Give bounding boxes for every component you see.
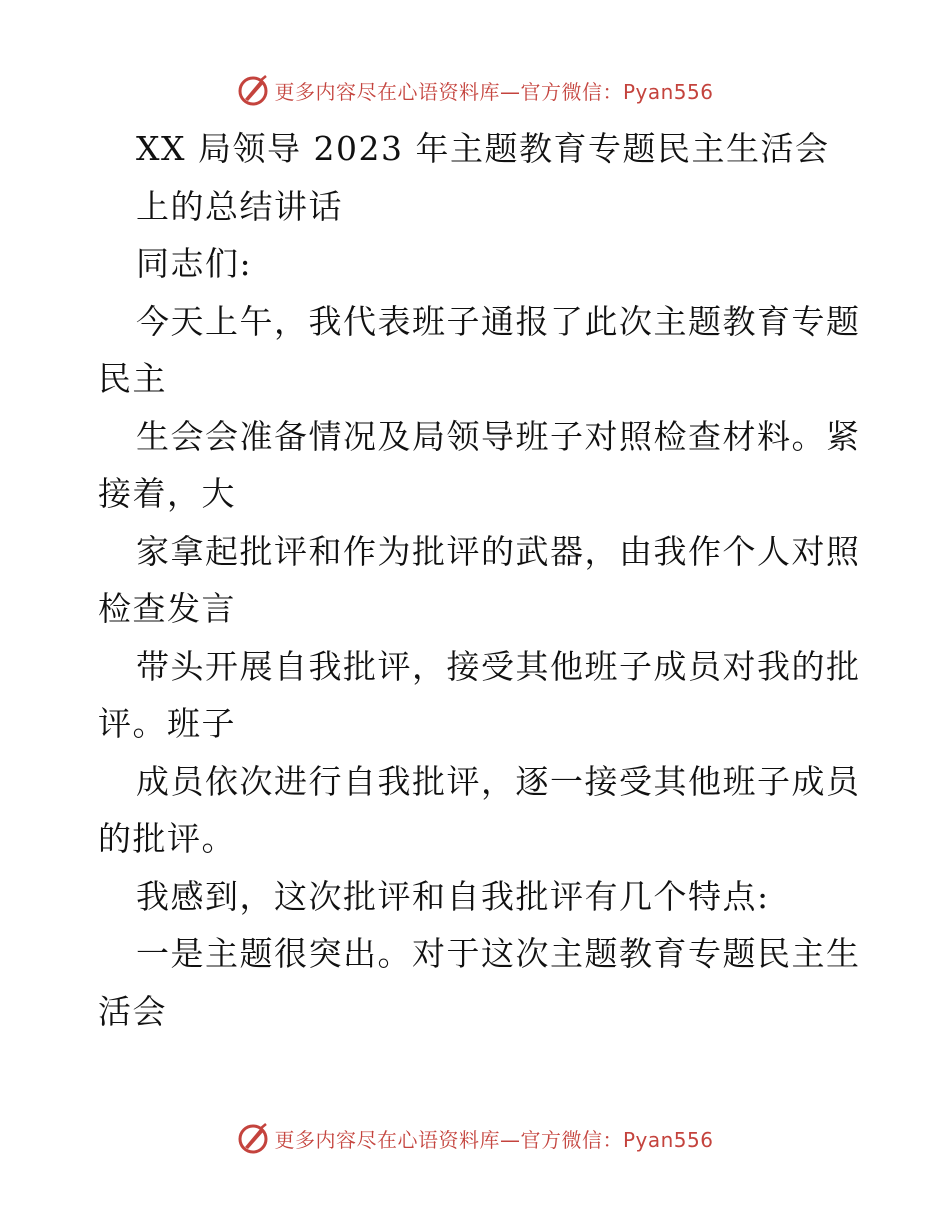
header-banner <box>0 70 950 110</box>
document-text-line: 生会会准备情况及局领导班子对照检查材料。紧 <box>136 416 861 456</box>
document-text-line: 检查发言 <box>98 589 236 628</box>
quill-pen-seal-icon <box>236 1121 270 1155</box>
document-text-line: 活会 <box>98 991 167 1031</box>
document-text-line: 民主 <box>98 359 167 398</box>
document-text-line: 评。班子 <box>98 704 236 743</box>
document-title-line: XX 局领导 2023 年主题教育专题民主生活会 <box>136 129 830 168</box>
quill-pen-seal-icon <box>236 73 270 107</box>
document-text-line: 同志们: <box>136 244 253 283</box>
document-text-line: 我感到，这次批评和自我批评有几个特点: <box>136 876 770 916</box>
document-text-line: 成员依次进行自我批评，逐一接受其他班子成员 <box>136 761 861 801</box>
document-text-line: 今天上午，我代表班子通报了此次主题教育专题 <box>136 301 861 341</box>
footer-banner <box>0 1118 950 1158</box>
document-title-line: 上的总结讲话 <box>136 186 343 226</box>
footer-banner-text: 更多内容尽在心语资料库—官方微信：Pyan556 <box>274 1127 714 1152</box>
document-text-line: 一是主题很突出。对于这次主题教育专题民主生 <box>136 934 861 973</box>
document-text-line: 接着，大 <box>98 474 236 513</box>
document-text-line: 家拿起批评和作为批评的武器，由我作个人对照 <box>136 531 861 571</box>
header-banner-text: 更多内容尽在心语资料库—官方微信：Pyan556 <box>274 79 714 104</box>
document-body <box>98 120 861 1040</box>
document-text-line: 带头开展自我批评，接受其他班子成员对我的批 <box>136 646 861 686</box>
document-text-line: 的批评。 <box>98 819 236 858</box>
